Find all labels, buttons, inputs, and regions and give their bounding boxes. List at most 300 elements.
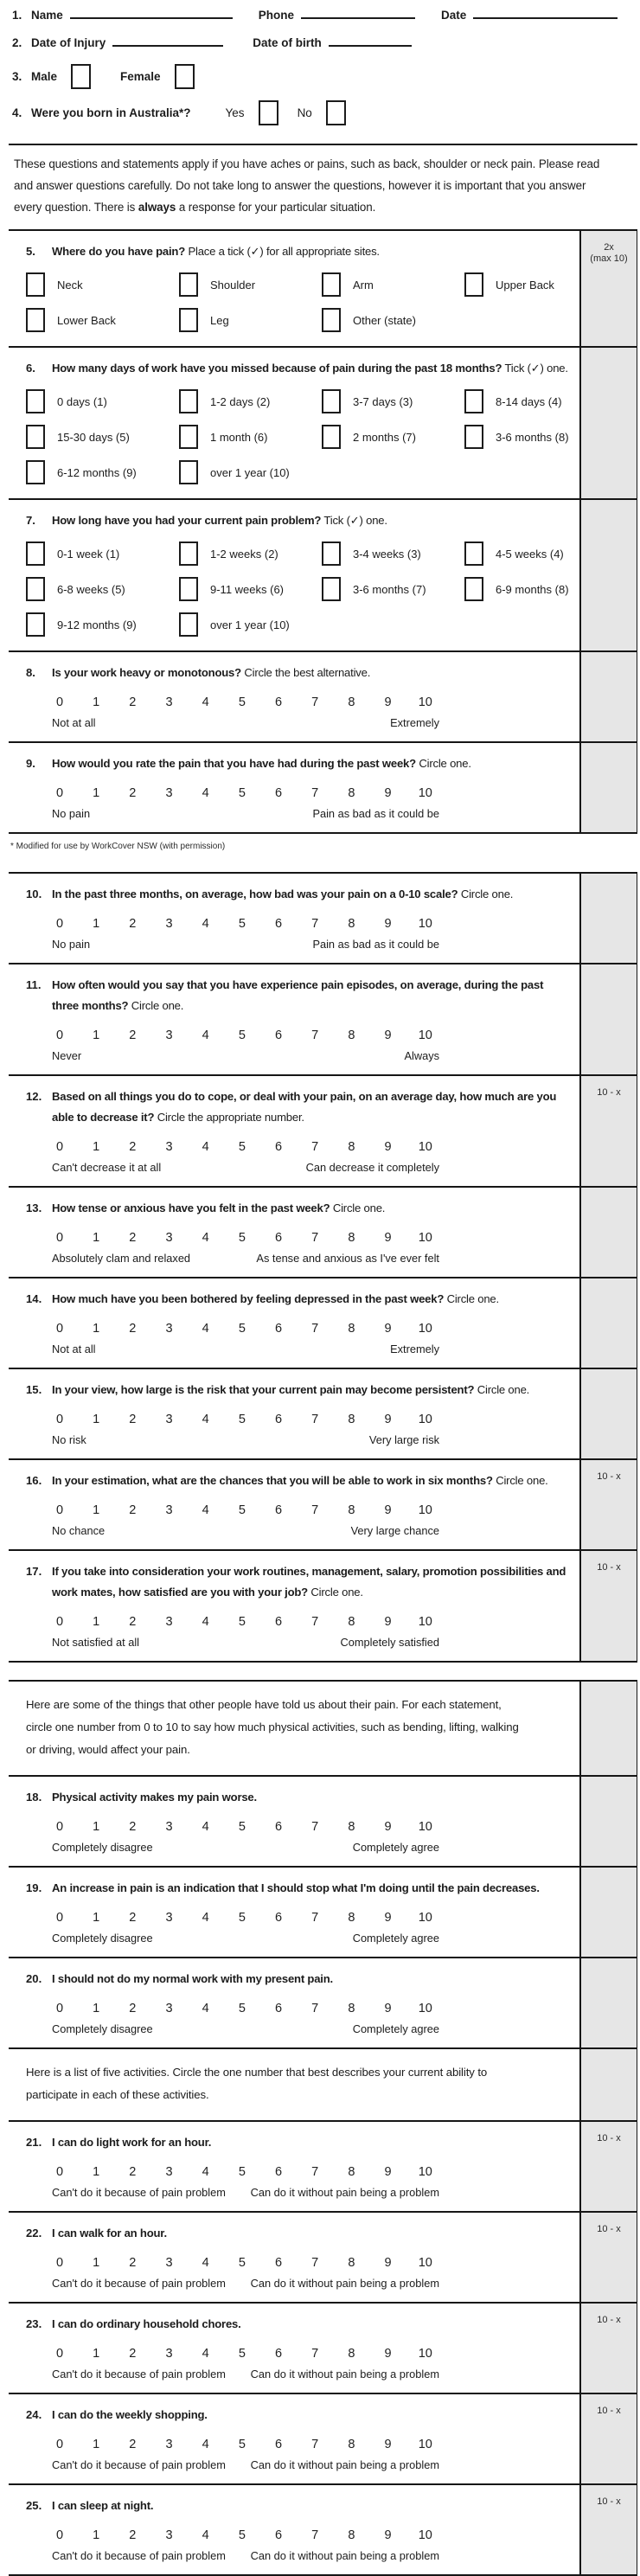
scale-number-0[interactable]: 0 — [55, 786, 64, 800]
scale-number-4[interactable]: 4 — [202, 2438, 209, 2451]
scale-number-8[interactable]: 8 — [348, 2002, 355, 2015]
scale-number-9[interactable]: 9 — [384, 2002, 392, 2015]
scale-anchors — [52, 1342, 439, 1355]
checkbox[interactable] — [322, 272, 341, 297]
score-formula: 2x — [604, 242, 614, 253]
scale-number-7[interactable]: 7 — [311, 1615, 319, 1629]
scale-number-7[interactable]: 7 — [311, 1322, 319, 1336]
scale-number-9[interactable]: 9 — [384, 1028, 392, 1042]
scale-number-9[interactable]: 9 — [384, 1911, 392, 1925]
scale-number-7[interactable]: 7 — [311, 2347, 319, 2361]
checkbox[interactable] — [179, 425, 198, 449]
instructions-text-after: a response for your particular situation. — [176, 201, 376, 214]
scale-left-label: Completely disagree — [52, 1932, 153, 1945]
scale-number-0[interactable]: 0 — [55, 2165, 64, 2179]
scale-number-3[interactable]: 3 — [165, 917, 173, 931]
score-formula: 10 - x — [597, 1562, 621, 1573]
question-number: 21. — [26, 2136, 42, 2149]
checkbox-option — [464, 425, 573, 449]
scale-number-1[interactable]: 1 — [93, 786, 100, 800]
scale-number-0[interactable]: 0 — [55, 2438, 64, 2451]
scale-number-2[interactable]: 2 — [129, 1231, 137, 1245]
scale-number-4[interactable]: 4 — [202, 2256, 209, 2270]
scale-number-9[interactable]: 9 — [384, 1322, 392, 1336]
scale-number-6[interactable]: 6 — [274, 2528, 283, 2542]
checkbox-label: 6-9 months (8) — [496, 582, 569, 596]
scale-number-2[interactable]: 2 — [129, 2528, 137, 2542]
scale-number-5[interactable]: 5 — [238, 1028, 246, 1042]
scale-number-7[interactable]: 7 — [311, 1820, 319, 1834]
scale-number-3[interactable]: 3 — [165, 2528, 173, 2542]
scale-number-6[interactable]: 6 — [274, 1615, 283, 1629]
scale-number-8[interactable]: 8 — [348, 1615, 355, 1629]
scale-number-8[interactable]: 8 — [348, 2165, 355, 2179]
scale-number-3[interactable]: 3 — [165, 1028, 173, 1042]
checkbox[interactable] — [26, 577, 45, 601]
scale-number-3[interactable]: 3 — [165, 2347, 173, 2361]
scale-number-2[interactable]: 2 — [129, 1413, 137, 1426]
scale-number-5[interactable]: 5 — [238, 1231, 246, 1245]
scale-number-3[interactable]: 3 — [165, 786, 173, 800]
scale-number-7[interactable]: 7 — [311, 1413, 319, 1426]
checkbox-label: 15-30 days (5) — [57, 430, 130, 444]
scale-number-10[interactable]: 10 — [418, 2165, 432, 2179]
scale-number-2[interactable]: 2 — [129, 2165, 137, 2179]
scale-number-4[interactable]: 4 — [202, 2002, 209, 2015]
scale-number-1[interactable]: 1 — [93, 1140, 100, 1154]
checkbox[interactable] — [322, 577, 341, 601]
scale-number-10[interactable]: 10 — [418, 2347, 432, 2361]
scale-number-10[interactable]: 10 — [418, 1140, 432, 1154]
scale-number-2[interactable]: 2 — [129, 2256, 137, 2270]
question-row — [9, 231, 637, 346]
scale-number-6[interactable]: 6 — [274, 1413, 283, 1426]
checkbox[interactable] — [26, 389, 45, 413]
scale-number-10[interactable]: 10 — [418, 1503, 432, 1517]
scale-number-5[interactable]: 5 — [238, 2002, 246, 2015]
scale-number-2[interactable]: 2 — [129, 2347, 137, 2361]
scale-left-label: No pain — [52, 938, 91, 951]
scale-number-0[interactable]: 0 — [55, 1413, 64, 1426]
scale-number-1[interactable]: 1 — [93, 1911, 100, 1925]
scale-number-3[interactable]: 3 — [165, 2002, 173, 2015]
question-number: 9. — [26, 757, 35, 770]
scale-number-7[interactable]: 7 — [311, 1140, 319, 1154]
scale-number-8[interactable]: 8 — [348, 1413, 355, 1426]
checkbox[interactable] — [179, 272, 198, 297]
scale-number-7[interactable]: 7 — [311, 2438, 319, 2451]
scale-number-10[interactable]: 10 — [418, 1413, 432, 1426]
questions-table-3 — [9, 1680, 637, 2576]
scale-number-8[interactable]: 8 — [348, 1231, 355, 1245]
scale-number-6[interactable]: 6 — [274, 1322, 283, 1336]
scale-number-8[interactable]: 8 — [348, 1911, 355, 1925]
scale-number-0[interactable]: 0 — [55, 1322, 64, 1336]
scale-number-10[interactable]: 10 — [418, 2002, 432, 2015]
question-text-normal: Circle one. — [444, 1292, 499, 1305]
question-row — [9, 1682, 637, 1775]
scale-number-3[interactable]: 3 — [165, 2256, 173, 2270]
scale-number-4[interactable]: 4 — [202, 1615, 209, 1629]
scale-number-8[interactable]: 8 — [348, 695, 355, 709]
score-cell — [579, 1868, 637, 1957]
scale-number-9[interactable]: 9 — [384, 2165, 392, 2179]
checkbox[interactable] — [26, 272, 45, 297]
scale-number-6[interactable]: 6 — [274, 2002, 283, 2015]
scale-number-2[interactable]: 2 — [129, 1028, 137, 1042]
scale-number-4[interactable]: 4 — [202, 917, 209, 931]
scale-number-6[interactable]: 6 — [274, 786, 283, 800]
checkbox-option — [322, 308, 464, 332]
scale-number-4[interactable]: 4 — [202, 695, 209, 709]
scale-number-8[interactable]: 8 — [348, 1028, 355, 1042]
scale-number-3[interactable]: 3 — [165, 1322, 173, 1336]
scale-number-4[interactable]: 4 — [202, 2165, 209, 2179]
question-content — [9, 1551, 579, 1661]
scale-number-10[interactable]: 10 — [418, 2528, 432, 2542]
scale-number-1[interactable]: 1 — [93, 1322, 100, 1336]
checkbox-label: 3-7 days (3) — [353, 394, 413, 408]
question-row — [9, 741, 637, 832]
question-text-bold: An increase in pain is an indication that I should stop what I'm doing until the pain decreases. — [52, 1881, 540, 1894]
question-text — [52, 1198, 573, 1219]
scale-number-8[interactable]: 8 — [348, 786, 355, 800]
scale-number-2[interactable]: 2 — [129, 1140, 137, 1154]
checkbox[interactable] — [464, 541, 483, 566]
scale-number-3[interactable]: 3 — [165, 1413, 173, 1426]
scale-number-6[interactable]: 6 — [274, 2438, 283, 2451]
checkbox[interactable] — [464, 389, 483, 413]
scale-number-8[interactable]: 8 — [348, 1820, 355, 1834]
checkbox[interactable] — [464, 577, 483, 601]
scale-number-0[interactable]: 0 — [55, 1615, 64, 1629]
scale-number-9[interactable]: 9 — [384, 695, 392, 709]
question-content — [9, 1369, 579, 1458]
header-row-2 — [12, 36, 618, 49]
scale-number-9[interactable]: 9 — [384, 786, 392, 800]
date-of-injury-input-line[interactable] — [112, 36, 223, 47]
scale-number-5[interactable]: 5 — [238, 695, 246, 709]
scale-number-7[interactable]: 7 — [311, 2165, 319, 2179]
scale-number-0[interactable]: 0 — [55, 1028, 64, 1042]
scale-number-0[interactable]: 0 — [55, 2002, 64, 2015]
scale-number-10[interactable]: 10 — [418, 695, 432, 709]
scale-number-7[interactable]: 7 — [311, 695, 319, 709]
checkbox[interactable] — [179, 541, 198, 566]
scale-number-6[interactable]: 6 — [274, 1028, 283, 1042]
scale-number-6[interactable]: 6 — [274, 1911, 283, 1925]
scale-number-7[interactable]: 7 — [311, 2256, 319, 2270]
checkbox-label: 6-8 weeks (5) — [57, 582, 125, 596]
scale-number-6[interactable]: 6 — [274, 1140, 283, 1154]
scale-anchors — [52, 1049, 439, 1062]
scale-number-8[interactable]: 8 — [348, 1140, 355, 1154]
scale-number-2[interactable]: 2 — [129, 1503, 137, 1517]
scale-number-5[interactable]: 5 — [238, 1140, 246, 1154]
scale-number-0[interactable]: 0 — [55, 1231, 64, 1245]
checkbox[interactable] — [26, 425, 45, 449]
scale-number-6[interactable]: 6 — [274, 1503, 283, 1517]
scale-number-10[interactable]: 10 — [418, 917, 432, 931]
scale-number-9[interactable]: 9 — [384, 2256, 392, 2270]
scale-left-label: Completely disagree — [52, 2022, 153, 2035]
question-text-normal: Circle one. — [330, 1201, 386, 1214]
scale-number-4[interactable]: 4 — [202, 2528, 209, 2542]
scale-number-5[interactable]: 5 — [238, 1911, 246, 1925]
scale-number-2[interactable]: 2 — [129, 2438, 137, 2451]
scale-number-4[interactable]: 4 — [202, 1231, 209, 1245]
scale-anchors — [52, 2549, 439, 2562]
scale-number-1[interactable]: 1 — [93, 2256, 100, 2270]
scale-number-4[interactable]: 4 — [202, 1820, 209, 1834]
scale-number-1[interactable]: 1 — [93, 2002, 100, 2015]
male-checkbox[interactable] — [71, 64, 91, 89]
scale-number-9[interactable]: 9 — [384, 1413, 392, 1426]
scale-number-7[interactable]: 7 — [311, 2002, 319, 2015]
rating-scale — [54, 695, 432, 709]
scale-number-3[interactable]: 3 — [165, 1820, 173, 1834]
scale-number-3[interactable]: 3 — [165, 695, 173, 709]
no-checkbox[interactable] — [326, 100, 346, 125]
scale-number-10[interactable]: 10 — [418, 1820, 432, 1834]
question-text-normal: Tick (✓) one. — [502, 362, 568, 375]
scale-number-4[interactable]: 4 — [202, 1028, 209, 1042]
checkbox[interactable] — [322, 425, 341, 449]
scale-number-3[interactable]: 3 — [165, 1140, 173, 1154]
scale-anchors — [52, 807, 439, 820]
scale-number-4[interactable]: 4 — [202, 786, 209, 800]
scale-number-4[interactable]: 4 — [202, 1413, 209, 1426]
scale-number-4[interactable]: 4 — [202, 1503, 209, 1517]
scale-number-5[interactable]: 5 — [238, 917, 246, 931]
scale-right-label: Always — [404, 1049, 439, 1062]
scale-right-label: Can decrease it completely — [305, 1161, 439, 1174]
score-cell — [579, 1551, 637, 1661]
scale-number-10[interactable]: 10 — [418, 2438, 432, 2451]
checkbox-label: 4-5 weeks (4) — [496, 547, 564, 561]
scale-number-0[interactable]: 0 — [55, 917, 64, 931]
scale-number-0[interactable]: 0 — [55, 1140, 64, 1154]
checkbox[interactable] — [26, 460, 45, 484]
scale-number-1[interactable]: 1 — [93, 1231, 100, 1245]
scale-number-7[interactable]: 7 — [311, 2528, 319, 2542]
scale-number-8[interactable]: 8 — [348, 2528, 355, 2542]
scale-number-7[interactable]: 7 — [311, 1503, 319, 1517]
score-cell — [579, 2049, 637, 2120]
scale-number-3[interactable]: 3 — [165, 1503, 173, 1517]
scale-number-9[interactable]: 9 — [384, 2347, 392, 2361]
scale-number-0[interactable]: 0 — [55, 2347, 64, 2361]
scale-number-2[interactable]: 2 — [129, 1911, 137, 1925]
scale-number-10[interactable]: 10 — [418, 1028, 432, 1042]
scale-number-0[interactable]: 0 — [55, 2256, 64, 2270]
scale-number-1[interactable]: 1 — [93, 2438, 100, 2451]
scale-number-1[interactable]: 1 — [93, 917, 100, 931]
checkbox[interactable] — [179, 460, 198, 484]
phone-input-line[interactable] — [301, 9, 415, 19]
question-text — [52, 753, 573, 774]
scale-number-9[interactable]: 9 — [384, 2528, 392, 2542]
checkbox[interactable] — [179, 389, 198, 413]
scale-number-5[interactable]: 5 — [238, 1615, 246, 1629]
scale-number-1[interactable]: 1 — [93, 1413, 100, 1426]
score-cell — [579, 1076, 637, 1186]
checkbox[interactable] — [464, 425, 483, 449]
scale-number-8[interactable]: 8 — [348, 2347, 355, 2361]
scale-number-5[interactable]: 5 — [238, 1503, 246, 1517]
scale-number-9[interactable]: 9 — [384, 1503, 392, 1517]
scale-number-9[interactable]: 9 — [384, 1140, 392, 1154]
scale-number-10[interactable]: 10 — [418, 1911, 432, 1925]
scale-number-1[interactable]: 1 — [93, 2528, 100, 2542]
scale-number-7[interactable]: 7 — [311, 786, 319, 800]
rating-scale — [54, 2347, 432, 2361]
scale-number-8[interactable]: 8 — [348, 2256, 355, 2270]
scale-number-1[interactable]: 1 — [93, 2165, 100, 2179]
scale-number-6[interactable]: 6 — [274, 2165, 283, 2179]
scale-number-5[interactable]: 5 — [238, 1413, 246, 1426]
scale-number-10[interactable]: 10 — [418, 786, 432, 800]
scale-number-8[interactable]: 8 — [348, 1503, 355, 1517]
scale-anchors — [52, 2022, 439, 2035]
scale-number-9[interactable]: 9 — [384, 2438, 392, 2451]
scale-number-8[interactable]: 8 — [348, 1322, 355, 1336]
question-text — [52, 1561, 573, 1603]
scale-number-5[interactable]: 5 — [238, 2438, 246, 2451]
score-cell — [579, 1682, 637, 1775]
question-title — [26, 2496, 573, 2516]
scale-number-6[interactable]: 6 — [274, 695, 283, 709]
scale-number-1[interactable]: 1 — [93, 1820, 100, 1834]
checkbox[interactable] — [26, 612, 45, 637]
scale-number-5[interactable]: 5 — [238, 2256, 246, 2270]
checkbox-option — [179, 308, 322, 332]
scale-number-10[interactable]: 10 — [418, 2256, 432, 2270]
name-input-line[interactable] — [70, 9, 233, 19]
scale-number-6[interactable]: 6 — [274, 2256, 283, 2270]
workcover-footnote: * Modified for use by WorkCover NSW (with permission) — [10, 842, 226, 851]
checkbox-option — [464, 272, 573, 297]
scale-number-9[interactable]: 9 — [384, 917, 392, 931]
question-text-bold: Is your work heavy or monotonous? — [52, 666, 241, 679]
scale-number-6[interactable]: 6 — [274, 2347, 283, 2361]
scale-number-0[interactable]: 0 — [55, 1911, 64, 1925]
scale-anchors — [52, 1636, 439, 1649]
date-of-birth-label: Date of birth — [253, 36, 322, 49]
scale-number-10[interactable]: 10 — [418, 1615, 432, 1629]
scale-number-4[interactable]: 4 — [202, 1140, 209, 1154]
scale-number-6[interactable]: 6 — [274, 1820, 283, 1834]
scale-number-5[interactable]: 5 — [238, 786, 246, 800]
scale-number-1[interactable]: 1 — [93, 2347, 100, 2361]
scale-number-7[interactable]: 7 — [311, 1028, 319, 1042]
checkbox[interactable] — [322, 541, 341, 566]
checkbox[interactable] — [464, 272, 483, 297]
scale-number-1[interactable]: 1 — [93, 1028, 100, 1042]
scale-number-8[interactable]: 8 — [348, 2438, 355, 2451]
score-formula: 10 - x — [597, 2406, 621, 2416]
scale-number-1[interactable]: 1 — [93, 695, 100, 709]
scale-number-0[interactable]: 0 — [55, 1503, 64, 1517]
checkbox[interactable] — [26, 541, 45, 566]
rating-scale — [54, 917, 432, 931]
scale-number-5[interactable]: 5 — [238, 2165, 246, 2179]
question-title — [26, 1380, 573, 1400]
scale-number-10[interactable]: 10 — [418, 1322, 432, 1336]
scale-number-3[interactable]: 3 — [165, 1911, 173, 1925]
scale-number-2[interactable]: 2 — [129, 1322, 137, 1336]
scale-number-3[interactable]: 3 — [165, 1615, 173, 1629]
question-content — [9, 2213, 579, 2302]
scale-number-2[interactable]: 2 — [129, 786, 137, 800]
scale-number-8[interactable]: 8 — [348, 917, 355, 931]
checkbox[interactable] — [179, 577, 198, 601]
date-input-line[interactable] — [473, 9, 618, 19]
question-text-normal: Place a tick (✓) for all appropriate sites. — [185, 245, 380, 258]
checkbox[interactable] — [322, 308, 341, 332]
scale-left-label: Completely disagree — [52, 1841, 153, 1854]
scale-number-2[interactable]: 2 — [129, 695, 137, 709]
scale-number-4[interactable]: 4 — [202, 1911, 209, 1925]
scale-number-2[interactable]: 2 — [129, 917, 137, 931]
scale-number-3[interactable]: 3 — [165, 1231, 173, 1245]
scale-number-0[interactable]: 0 — [55, 695, 64, 709]
scale-number-5[interactable]: 5 — [238, 2347, 246, 2361]
scale-number-7[interactable]: 7 — [311, 1911, 319, 1925]
scale-number-2[interactable]: 2 — [129, 1820, 137, 1834]
question-text-bold: I can sleep at night. — [52, 2499, 154, 2512]
checkbox[interactable] — [179, 612, 198, 637]
scale-number-7[interactable]: 7 — [311, 1231, 319, 1245]
scale-number-9[interactable]: 9 — [384, 1820, 392, 1834]
checkbox[interactable] — [26, 308, 45, 332]
question-number: 19. — [26, 1881, 42, 1894]
checkbox[interactable] — [322, 389, 341, 413]
date-of-birth-input-line[interactable] — [329, 36, 412, 47]
score-cell — [579, 2304, 637, 2393]
scale-number-5[interactable]: 5 — [238, 2528, 246, 2542]
scale-number-3[interactable]: 3 — [165, 2438, 173, 2451]
scale-number-10[interactable]: 10 — [418, 1231, 432, 1245]
yes-checkbox[interactable] — [259, 100, 278, 125]
scale-number-4[interactable]: 4 — [202, 2347, 209, 2361]
scale-number-1[interactable]: 1 — [93, 1615, 100, 1629]
scale-anchors — [52, 1433, 439, 1446]
scale-number-9[interactable]: 9 — [384, 1615, 392, 1629]
scale-number-3[interactable]: 3 — [165, 2165, 173, 2179]
scale-number-7[interactable]: 7 — [311, 917, 319, 931]
scale-number-6[interactable]: 6 — [274, 917, 283, 931]
scale-number-4[interactable]: 4 — [202, 1322, 209, 1336]
scale-number-9[interactable]: 9 — [384, 1231, 392, 1245]
question-title — [26, 1198, 573, 1219]
rating-scale — [54, 1322, 432, 1336]
scale-number-6[interactable]: 6 — [274, 1231, 283, 1245]
scale-left-label: No risk — [52, 1433, 86, 1446]
scale-number-5[interactable]: 5 — [238, 1820, 246, 1834]
scale-number-0[interactable]: 0 — [55, 2528, 64, 2542]
score-cell — [579, 652, 637, 741]
scale-number-0[interactable]: 0 — [55, 1820, 64, 1834]
checkbox[interactable] — [179, 308, 198, 332]
score-cell — [579, 743, 637, 832]
scale-number-2[interactable]: 2 — [129, 2002, 137, 2015]
scale-number-5[interactable]: 5 — [238, 1322, 246, 1336]
scale-number-1[interactable]: 1 — [93, 1503, 100, 1517]
question-text-bold: In your view, how large is the risk that your current pain may become persistent? — [52, 1383, 475, 1396]
scale-number-2[interactable]: 2 — [129, 1615, 137, 1629]
female-checkbox[interactable] — [175, 64, 195, 89]
